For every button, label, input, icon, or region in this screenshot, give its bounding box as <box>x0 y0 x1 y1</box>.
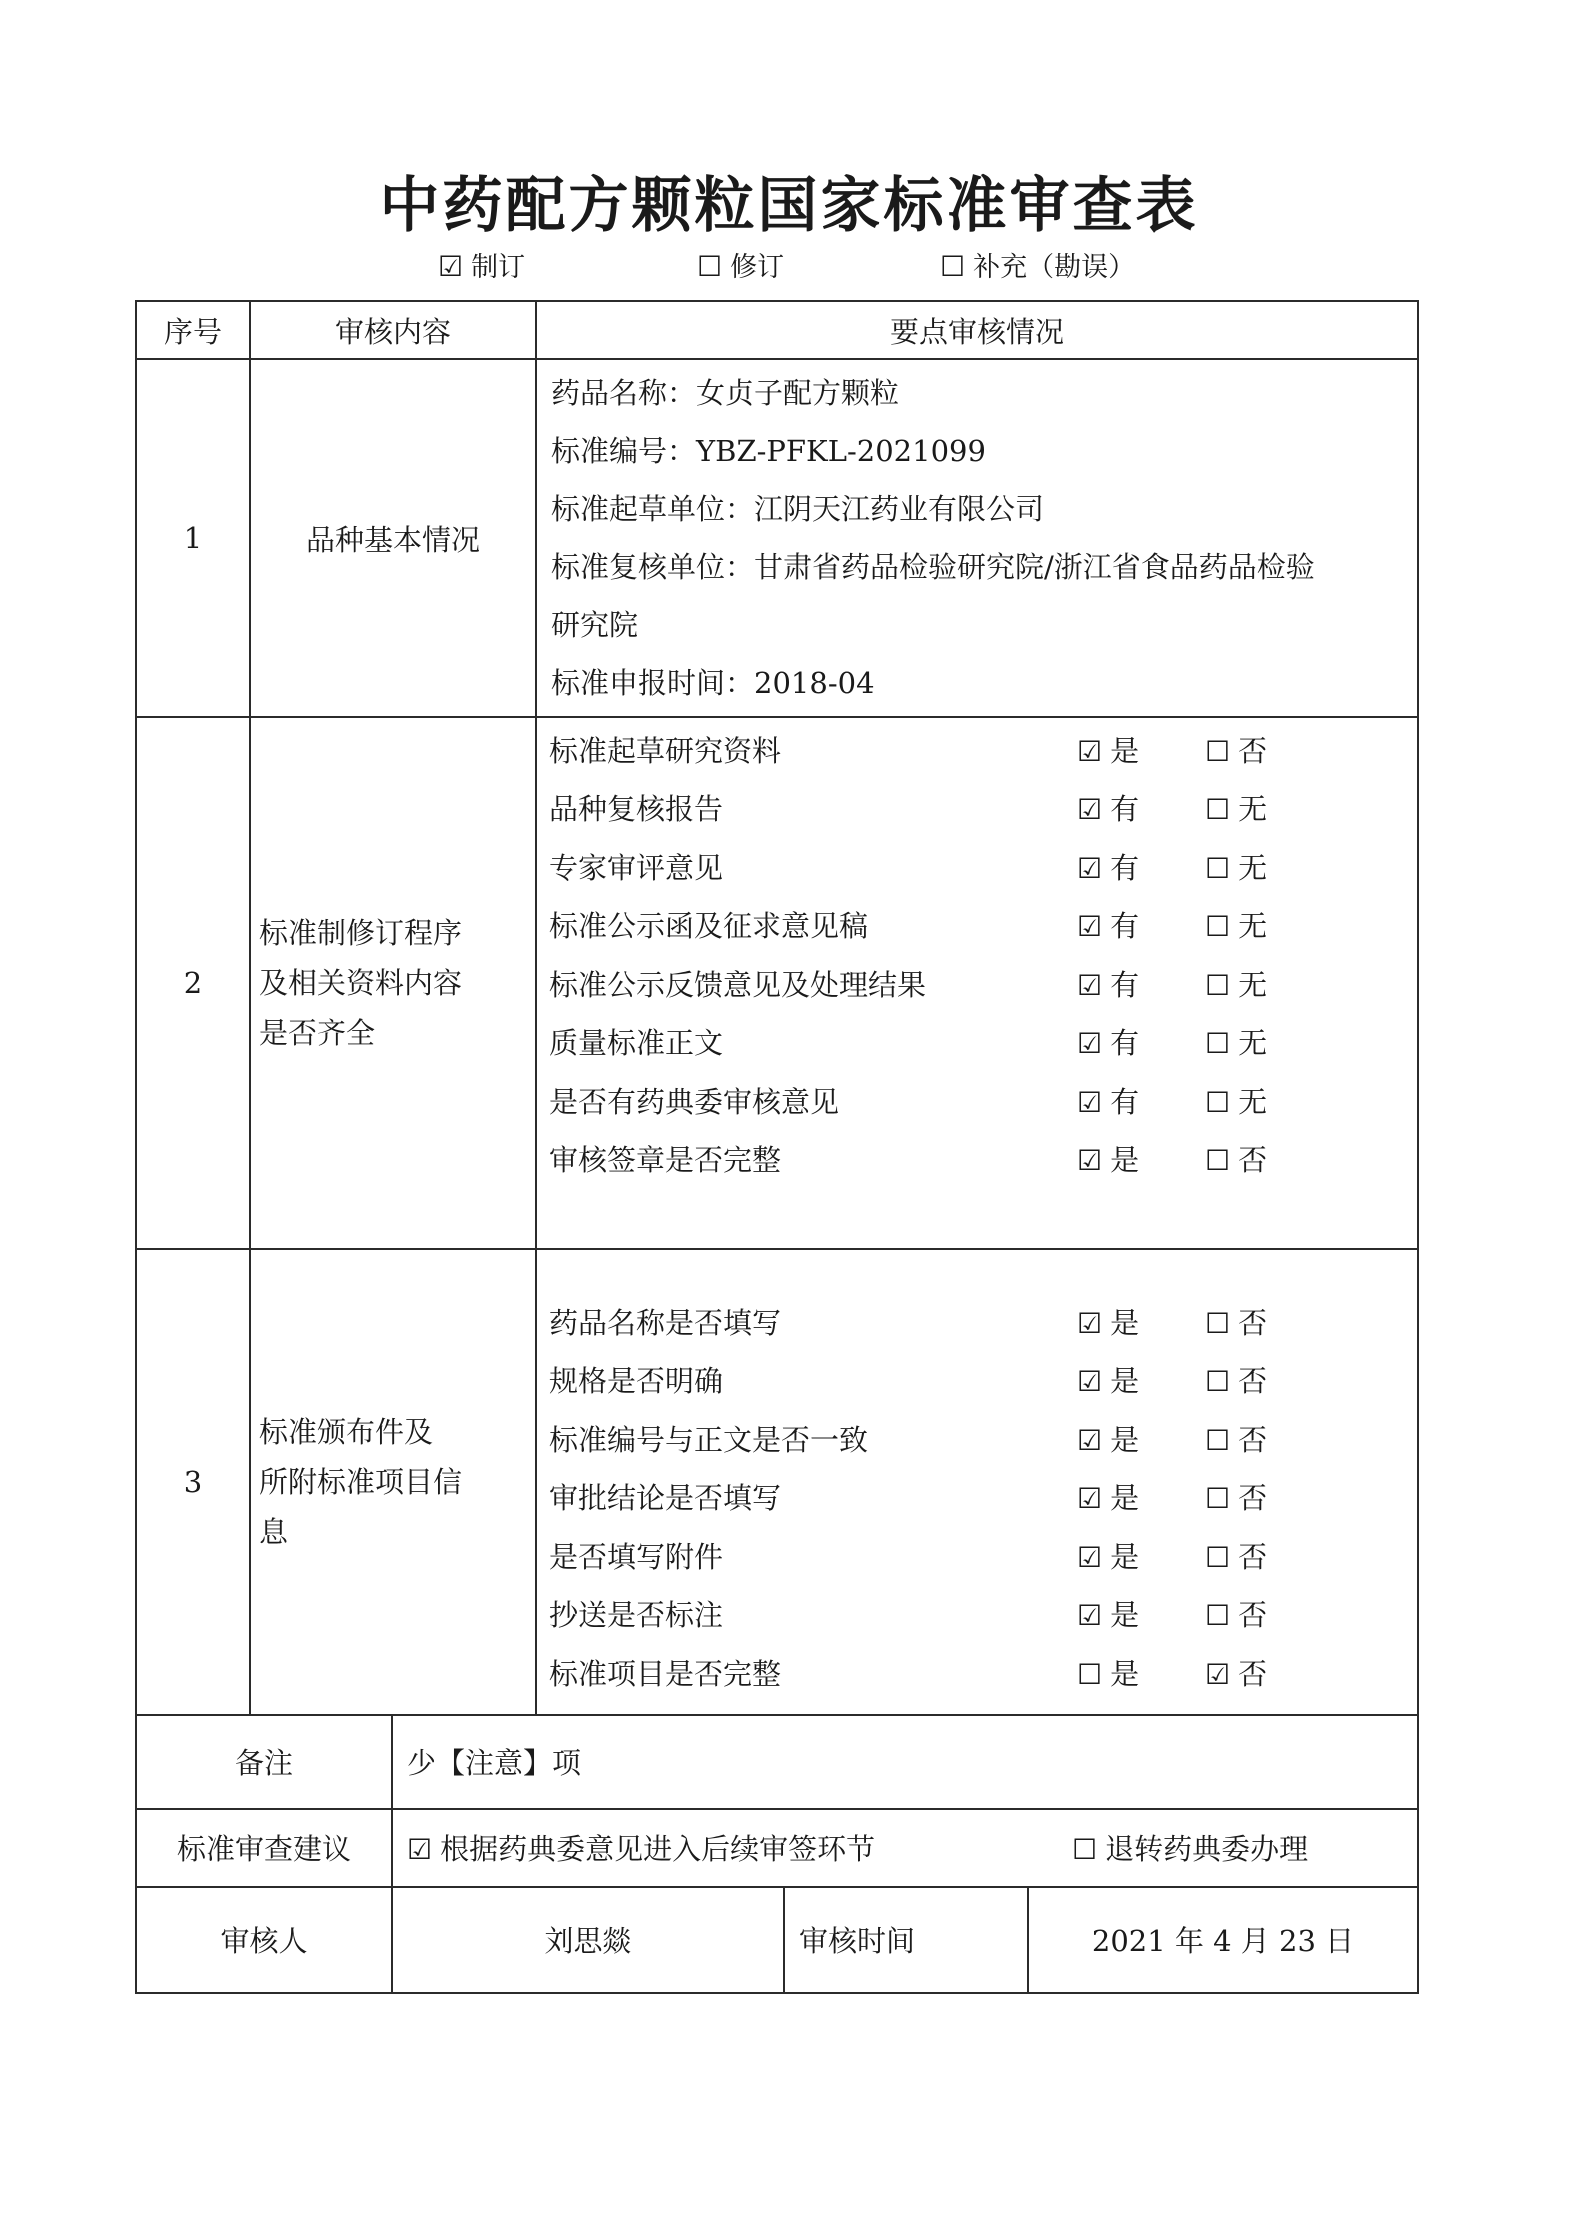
checkbox-icon[interactable]: ☐ <box>1077 1657 1103 1691</box>
drafting-unit-line: 标准起草单位：江阴天江药业有限公司 <box>551 492 1045 526</box>
check-option-yes[interactable] <box>1077 787 1205 828</box>
check-item <box>537 779 1417 838</box>
row-number: 1 <box>136 359 250 717</box>
check-option-no[interactable] <box>1205 1301 1325 1342</box>
check-option-no[interactable] <box>1205 1593 1325 1634</box>
submission-time-line: 标准申报时间：2018-04 <box>551 666 875 700</box>
option-label: 修订 <box>730 252 785 283</box>
remarks-row <box>136 1715 1418 1809</box>
row-content-line: 所附标准项目信 <box>259 1464 463 1499</box>
option-label: 是 <box>1110 733 1140 768</box>
row-content-line: 标准制修订程序 <box>259 916 463 950</box>
option-label: 无 <box>1238 1026 1268 1061</box>
table-row <box>136 1249 1418 1715</box>
check-item-label: 药品名称是否填写 <box>549 1305 782 1340</box>
option-label: 否 <box>1238 1656 1268 1691</box>
checkbox-icon[interactable]: ☑ <box>1077 1423 1103 1457</box>
checkbox-icon[interactable]: ☑ <box>1077 1306 1103 1340</box>
checkbox-icon[interactable]: ☐ <box>697 250 723 283</box>
option-label: 有 <box>1110 909 1140 944</box>
review-table <box>135 300 1419 1994</box>
option-label: 有 <box>1110 1084 1140 1119</box>
check-option-no[interactable] <box>1205 963 1325 1004</box>
option-label: 根据药典委意见进入后续审签环节 <box>440 1832 876 1866</box>
checkbox-icon[interactable]: ☑ <box>1077 793 1103 827</box>
check-option-yes[interactable] <box>1077 1301 1205 1342</box>
check-option-no[interactable] <box>1205 729 1325 770</box>
remarks-value[interactable]: 少【注意】项 <box>392 1715 1418 1809</box>
check-item-label: 审批结论是否填写 <box>549 1481 782 1516</box>
option-label: 有 <box>1110 850 1140 885</box>
check-option-no[interactable] <box>1205 1418 1325 1459</box>
check-option-yes[interactable] <box>1077 1021 1205 1062</box>
row-content-line: 标准颁布件及 <box>259 1414 434 1449</box>
checkbox-icon[interactable]: ☐ <box>1205 1085 1231 1119</box>
row-content-line: 及相关资料内容 <box>259 966 463 1000</box>
option-label: 否 <box>1238 1481 1268 1516</box>
check-item <box>537 896 1417 955</box>
option-label: 否 <box>1238 1598 1268 1633</box>
check-item <box>537 1468 1417 1527</box>
checkbox-icon[interactable]: ☐ <box>1205 910 1231 944</box>
header-content: 审核内容 <box>250 301 536 359</box>
header-result: 要点审核情况 <box>536 301 1418 359</box>
option-label: 有 <box>1110 1026 1140 1061</box>
suggestion-row <box>136 1809 1418 1887</box>
check-item <box>537 837 1417 896</box>
check-item <box>537 1409 1417 1468</box>
table-row <box>136 359 1418 717</box>
header-no: 序号 <box>136 301 250 359</box>
check-item-label: 专家审评意见 <box>549 850 724 885</box>
check-option-no[interactable] <box>1205 1138 1325 1179</box>
option-label: 是 <box>1110 1539 1140 1574</box>
check-item <box>537 1351 1417 1410</box>
option-label: 否 <box>1238 1539 1268 1574</box>
row-content <box>250 1249 536 1715</box>
drug-name-line: 药品名称：女贞子配方颗粒 <box>551 376 900 410</box>
checkbox-icon[interactable]: ☐ <box>1205 1027 1231 1061</box>
check-item <box>537 1013 1417 1072</box>
remarks-label: 备注 <box>136 1715 392 1809</box>
option-label: 是 <box>1110 1143 1140 1178</box>
check-option-yes[interactable] <box>1077 1593 1205 1634</box>
option-label: 无 <box>1238 850 1268 885</box>
checkbox-icon[interactable]: ☐ <box>1205 1423 1231 1457</box>
suggestion-options <box>392 1809 1418 1887</box>
check-option-no[interactable] <box>1205 904 1325 945</box>
checkbox-icon[interactable]: ☐ <box>1205 734 1231 768</box>
option-label: 无 <box>1238 792 1268 827</box>
option-label: 是 <box>1110 1422 1140 1457</box>
check-item <box>537 1292 1417 1351</box>
row-content-line: 是否齐全 <box>259 1016 376 1050</box>
option-label: 无 <box>1238 909 1268 944</box>
checkbox-icon[interactable]: ☐ <box>1205 1540 1231 1574</box>
checkbox-icon[interactable]: ☐ <box>1205 1482 1231 1516</box>
check-option-yes[interactable] <box>1077 1476 1205 1517</box>
checkbox-icon[interactable]: ☑ <box>1077 1540 1103 1574</box>
table-header-row <box>136 301 1418 359</box>
check-item-label: 规格是否明确 <box>549 1364 724 1399</box>
checkbox-icon[interactable]: ☐ <box>1205 1365 1231 1399</box>
checkbox-icon[interactable]: ☑ <box>438 250 464 283</box>
check-option-yes[interactable] <box>1077 1138 1205 1179</box>
check-item-label: 质量标准正文 <box>549 1026 724 1061</box>
option-label: 否 <box>1238 1364 1268 1399</box>
row-content: 品种基本情况 <box>250 359 536 717</box>
basic-info-cell <box>536 359 1418 717</box>
checkbox-icon[interactable]: ☐ <box>940 250 966 283</box>
checkbox-icon[interactable]: ☑ <box>1077 1144 1103 1178</box>
check-item-label: 标准编号与正文是否一致 <box>549 1422 869 1457</box>
checkbox-icon[interactable]: ☐ <box>1205 793 1231 827</box>
option-label: 退转药典委办理 <box>1105 1832 1309 1866</box>
checkbox-icon[interactable]: ☑ <box>1077 734 1103 768</box>
check-item <box>537 1526 1417 1585</box>
option-label: 是 <box>1110 1481 1140 1516</box>
check-option-yes[interactable] <box>1077 846 1205 887</box>
check-item-label: 标准起草研究资料 <box>549 733 782 768</box>
row-content <box>250 717 536 1249</box>
option-label: 是 <box>1110 1364 1140 1399</box>
reviewer-row <box>136 1887 1418 1993</box>
checkbox-icon[interactable]: ☑ <box>1077 1482 1103 1516</box>
row-number: 2 <box>136 717 250 1249</box>
reviewer-details <box>392 1887 1418 1993</box>
check-item <box>537 1643 1417 1702</box>
check-item-label: 审核签章是否完整 <box>549 1143 782 1178</box>
checkbox-icon[interactable]: ☑ <box>1077 1027 1103 1061</box>
check-option-yes[interactable] <box>1077 1535 1205 1576</box>
reviewer-name[interactable]: 刘思燚 <box>393 1888 785 1992</box>
option-label: 是 <box>1110 1656 1140 1691</box>
check-item <box>537 1071 1417 1130</box>
standard-number-line: 标准编号：YBZ-PFKL-2021099 <box>551 434 986 468</box>
checkbox-icon[interactable]: ☑ <box>1205 1657 1231 1691</box>
checkbox-icon[interactable]: ☐ <box>1205 1306 1231 1340</box>
checkbox-icon[interactable]: ☑ <box>1077 968 1103 1002</box>
checklist-cell <box>536 1249 1418 1715</box>
option-label: 否 <box>1238 733 1268 768</box>
check-option-no[interactable] <box>1205 1021 1325 1062</box>
check-option-no[interactable] <box>1205 1476 1325 1517</box>
review-time-value[interactable]: 2021 年 4 月 23 日 <box>1091 1924 1355 1958</box>
option-label: 是 <box>1110 1305 1140 1340</box>
checkbox-icon[interactable]: ☑ <box>1077 851 1103 885</box>
review-unit-line-continued: 研究院 <box>551 608 639 642</box>
check-item-label: 是否有药典委审核意见 <box>549 1084 840 1119</box>
option-revise-type-2[interactable] <box>940 245 1135 284</box>
option-label: 有 <box>1110 792 1140 827</box>
check-item-label: 是否填写附件 <box>549 1539 724 1574</box>
checkbox-icon[interactable]: ☐ <box>1205 1599 1231 1633</box>
document-title: 中药配方颗粒国家标准审查表 <box>379 171 1199 241</box>
checkbox-icon[interactable]: ☐ <box>1205 1144 1231 1178</box>
check-option-no[interactable] <box>1205 1359 1325 1400</box>
option-label: 否 <box>1238 1305 1268 1340</box>
checkbox-icon[interactable]: ☐ <box>1205 968 1231 1002</box>
row-content-line: 息 <box>259 1514 289 1549</box>
option-label: 否 <box>1238 1422 1268 1457</box>
option-label: 制订 <box>471 252 526 283</box>
check-option-no[interactable] <box>1205 787 1325 828</box>
checkbox-icon[interactable]: ☑ <box>1077 910 1103 944</box>
check-option-yes[interactable] <box>1077 1418 1205 1459</box>
check-item <box>537 1130 1417 1189</box>
check-option-yes[interactable] <box>1077 963 1205 1004</box>
checkbox-icon[interactable]: ☑ <box>407 1833 433 1866</box>
suggestion-label: 标准审查建议 <box>136 1809 392 1887</box>
option-label: 无 <box>1238 1084 1268 1119</box>
option-revise-type-0[interactable] <box>438 245 525 284</box>
checkbox-icon[interactable]: ☐ <box>1205 851 1231 885</box>
check-item-label: 抄送是否标注 <box>549 1598 724 1633</box>
suggestion-option-return[interactable] <box>1072 1827 1308 1868</box>
check-item <box>537 720 1417 779</box>
check-option-yes[interactable] <box>1077 1080 1205 1121</box>
checkbox-icon[interactable]: ☑ <box>1077 1365 1103 1399</box>
review-unit-line: 标准复核单位：甘肃省药品检验研究院/浙江省食品药品检验 <box>551 550 1315 584</box>
option-label: 补充（勘误） <box>973 252 1136 283</box>
option-label: 无 <box>1238 967 1268 1002</box>
checklist-cell <box>536 717 1418 1249</box>
check-item-label: 标准公示函及征求意见稿 <box>549 909 869 944</box>
checkbox-icon[interactable]: ☑ <box>1077 1085 1103 1119</box>
option-revise-type-1[interactable] <box>697 245 784 284</box>
reviewer-label: 审核人 <box>136 1887 392 1993</box>
check-option-yes[interactable] <box>1077 1359 1205 1400</box>
checkbox-icon[interactable]: ☑ <box>1077 1599 1103 1633</box>
check-option-yes[interactable] <box>1077 1652 1205 1693</box>
check-item-label: 标准项目是否完整 <box>549 1656 782 1691</box>
check-option-no[interactable] <box>1205 1652 1325 1693</box>
check-option-no[interactable] <box>1205 1080 1325 1121</box>
review-time-label: 审核时间 <box>785 1888 1029 1992</box>
option-label: 否 <box>1238 1143 1268 1178</box>
check-option-yes[interactable] <box>1077 729 1205 770</box>
suggestion-option-proceed[interactable] <box>407 1827 1072 1868</box>
check-item-label: 品种复核报告 <box>549 792 724 827</box>
check-item <box>537 1585 1417 1644</box>
checkbox-icon[interactable]: ☐ <box>1072 1833 1098 1866</box>
option-label: 有 <box>1110 967 1140 1002</box>
check-item-label: 标准公示反馈意见及处理结果 <box>549 967 927 1002</box>
table-row <box>136 717 1418 1249</box>
option-label: 是 <box>1110 1598 1140 1633</box>
check-option-yes[interactable] <box>1077 904 1205 945</box>
check-item <box>537 954 1417 1013</box>
check-option-no[interactable] <box>1205 846 1325 887</box>
row-number: 3 <box>136 1249 250 1715</box>
check-option-no[interactable] <box>1205 1535 1325 1576</box>
